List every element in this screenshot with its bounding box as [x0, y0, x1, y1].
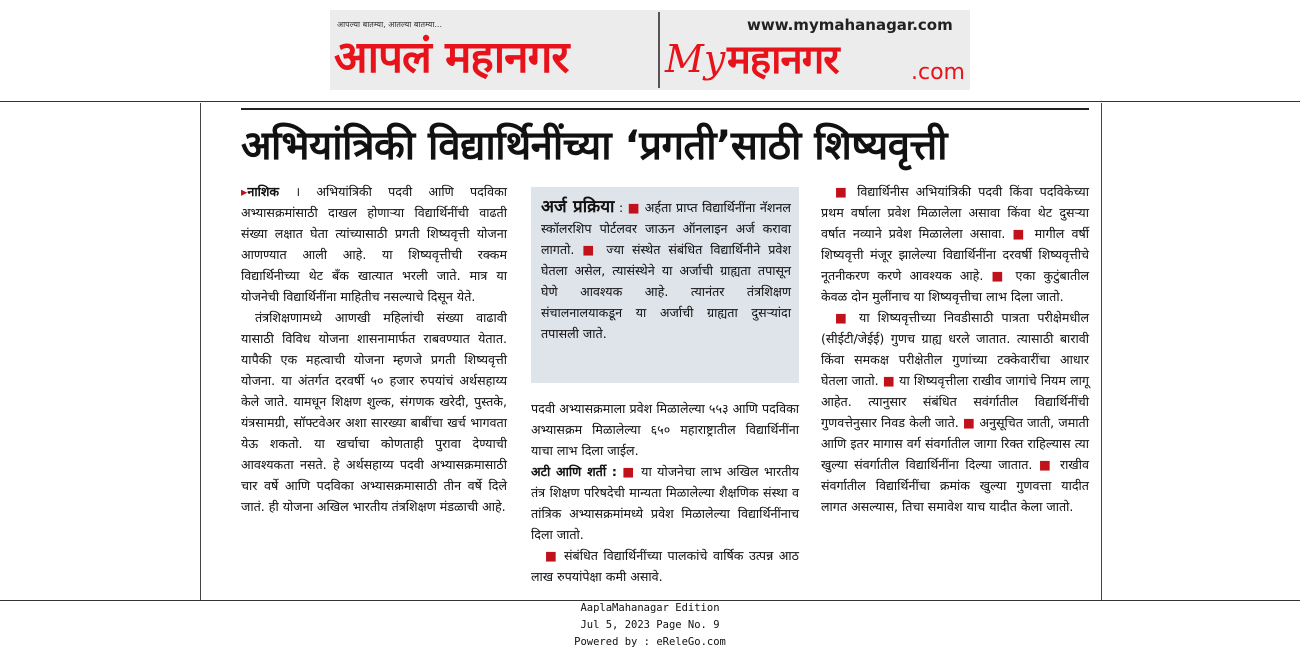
paragraph-text: संबंधित विद्यार्थिनींच्या पालकांचे वार्षिक उत्पन्न आठ लाख रुपयांपेक्षा कमी असावे.: [531, 548, 799, 584]
logo-com-suffix: .com: [911, 60, 965, 85]
logo-my-script: My: [665, 37, 726, 81]
footer-date-page: Jul 5, 2023 Page No. 9: [580, 619, 720, 631]
box-title: अर्ज प्रक्रिया: [541, 197, 615, 217]
bullet-square-icon: ■: [991, 268, 1008, 283]
news-clipping: [200, 103, 1102, 600]
clipping-top-border: [241, 108, 1089, 110]
paragraph: [531, 545, 799, 587]
bullet-square-icon: ■: [835, 310, 851, 325]
paragraph: पदवी अभ्यासक्रमाला प्रवेश मिळालेल्या ५५३ आणि पदविका अभ्यासक्रम मिळालेल्या ६५० महाराष्ट्रातील विद्यार्थिनींना याचा लाभ दिला जाईल.: [531, 401, 799, 458]
bullet-square-icon: ■: [627, 200, 641, 215]
paragraph-text: या योजनेचा लाभ अखिल भारतीय तंत्र शिक्षण परिषदेची मान्यता मिळालेल्या शैक्षणिक संस्था व तांत्रिक अभ्यासक्रमांमध्ये प्रवेश मिळालेल्या विद्यार्थिनींनाच दिला जातो.: [531, 464, 799, 542]
bullet-square-icon: ■: [1012, 226, 1028, 241]
bullet-square-icon: ■: [835, 184, 850, 199]
top-rule: [0, 101, 1300, 102]
article-column-2: [531, 398, 799, 587]
box-content: [541, 197, 791, 344]
article-headline: अभियांत्रिकी विद्यार्थिनींच्या ‘प्रगती’साठी शिष्यवृत्ती: [241, 123, 947, 169]
paragraph-text: विद्यार्थिनीस अभियांत्रिकी पदवी किंवा पदविकेच्या प्रथम वर्षाला प्रवेश मिळालेला असावा किंवा थेट दुसऱ्या वर्षात नव्याने प्रवेश मिळालेला असावा.: [821, 184, 1089, 241]
paragraph-text: या शिष्यवृत्तीला राखीव जागांचे नियम लागू आहेत. त्यानुसार संबंधित सवंर्गातील विद्यार्थिनींची गुणवत्तेनुसार निवड केली जाते.: [821, 373, 1089, 430]
aapla-mahanagar-logo: [330, 10, 657, 90]
dateline-arrow-icon: ▸: [241, 184, 248, 199]
my-mahanagar-logo: [661, 10, 970, 90]
paragraph-text: अनुसूचित जाती, जमाती आणि इतर मागास वर्ग संवर्गातील जागा रिक्त राहिल्यास त्या खुल्या संवर्गातील विद्यार्थिनींना दिल्या जातात.: [821, 415, 1089, 472]
masthead-divider: [658, 12, 660, 88]
bullet-square-icon: ■: [962, 415, 976, 430]
masthead-tagline: आपल्या बातम्या, आतल्या बातम्या...: [337, 20, 443, 29]
bullet-square-icon: ■: [545, 548, 559, 563]
conditions-label: अटी आणि शर्ती :: [531, 464, 617, 479]
masthead-url: www.mymahanagar.com: [747, 16, 953, 34]
paragraph: ▸नाशिक । अभियांत्रिकी पदवी आणि पदविका अभ्यासक्रमांसाठी दाखल होणाऱ्या विद्यार्थिनींची वाढती संख्या लक्षात घेता त्यांच्यासाठी प्रगती शिष्यवृत्ती योजना आणण्यात आली आहे. या शिष्यवृत्तीची रक्कम विद्यार्थिनीच्या थेट बँक खात्यात भरली जाते. मात्र या योजनेची विद्यार्थिनींना माहितीच नसल्याचे दिसून येते.: [241, 184, 508, 304]
masthead-logo[interactable]: [330, 10, 970, 90]
bullet-square-icon: ■: [882, 373, 895, 388]
footer-edition: AaplaMahanagar Edition: [580, 602, 720, 614]
paragraph-text: या शिष्यवृत्तीच्या निवडीसाठी पात्रता परीक्षेमधील (सीईटी/जेईई) गुणच ग्राह्य धरले जातात. त्यासाठी बारावी किंवा समकक्ष परीक्षेतील गुणांच्या टक्केवारींचा आधार घेतला जातो.: [821, 310, 1089, 388]
paragraph-text: अभियांत्रिकी पदवी आणि पदविका अभ्यासक्रमांसाठी दाखल होणाऱ्या विद्यार्थिनींची वाढती संख्या लक्षात घेता त्यांच्यासाठी प्रगती शिष्यवृत्ती योजना आणण्यात आली आहे. या शिष्यवृत्तीची रक्कम विद्यार्थिनीच्या थेट बँक खात्यात भरली जाते. मात्र या योजनेची विद्यार्थिनींना माहितीच नसल्याचे दिसून येते.: [241, 184, 508, 304]
article-column-1: [241, 181, 507, 517]
edition-footer: [0, 600, 1300, 651]
bullet-square-icon: ■: [1039, 457, 1054, 472]
box-colon: :: [614, 200, 628, 215]
paragraph: [531, 461, 799, 545]
box-paragraph: अर्हता प्राप्त विद्यार्थिनींना नॅशनल स्कॉलरशिप पोर्टलवर जाऊन ऑनलाइन अर्ज करावा लागतो.: [541, 200, 791, 257]
bullet-square-icon: ■: [582, 242, 599, 257]
paragraph-text: मागील वर्षी शिष्यवृत्ती मंजूर झालेल्या विद्यार्थिनींना दरवर्षी शिष्यवृत्तीचे नूतनीकरण करणे आवश्यक आहे.: [821, 226, 1089, 283]
bullet-square-icon: ■: [622, 464, 636, 479]
paragraph: [821, 307, 1089, 517]
footer-powered-by[interactable]: Powered by : eReleGo.com: [574, 636, 726, 648]
logo-mahanagar-text: महानगर: [727, 37, 839, 83]
paragraph: तंत्रशिक्षणामध्ये आणखी महिलांची संख्या वाढावी यासाठी विविध योजना शासनामार्फत राबवण्यात येतात. यापैकी एक महत्वाची योजना म्हणजे प्रगती शिष्यवृत्ती योजना. या अंतर्गत दरवर्षी ५० हजार रुपयांचं अर्थसहाय्य केले जाते. यामधून शिक्षण शुल्क, संगणक खरेदी, पुस्तके, यंत्रसामग्री, सॉफ्टवेअर अशा सारख्या बाबींचा खर्च भागवता येऊ शकतो. या खर्चाचा कोणताही पुरावा देण्याची आवश्यकता नसते. हे अर्थसहाय्य पदवी अभ्यासक्रमासाठी चार वर्षे आणि पदविका अभ्यासक्रमासाठी तीन वर्षे दिले जातं. ही योजना अखिल भारतीय तंत्रशिक्षण मंडळाची आहे.: [241, 310, 507, 514]
paragraph-text: राखीव संवर्गातील विद्यार्थिनींचा क्रमांक खुल्या गुणवत्ता यादीत लागत असल्यास, तिचा समावेश याच यादीत केला जातो.: [821, 457, 1089, 514]
dateline: नाशिक: [247, 184, 280, 199]
aapla-mahanagar-logo-text: आपलं महानगर: [334, 32, 569, 83]
box-paragraph: ज्या संस्थेत संबंधित विद्यार्थिनीने प्रवेश घेतला असेल, त्यासंस्थेने या अर्जाची ग्राह्यता तपासून घेणे आवश्यक आहे. त्यानंतर तंत्रशिक्षण संचालनालयाकडून या अर्जाची ग्राह्यता दुसऱ्यांदा तपासली जाते.: [541, 242, 791, 341]
paragraph-text: एका कुटुंबातील केवळ दोन मुलींनाच या शिष्यवृत्तीचा लाभ दिला जातो.: [821, 268, 1089, 304]
application-process-box: [531, 187, 799, 383]
paragraph: [821, 181, 1089, 307]
article-column-3: [821, 181, 1089, 517]
